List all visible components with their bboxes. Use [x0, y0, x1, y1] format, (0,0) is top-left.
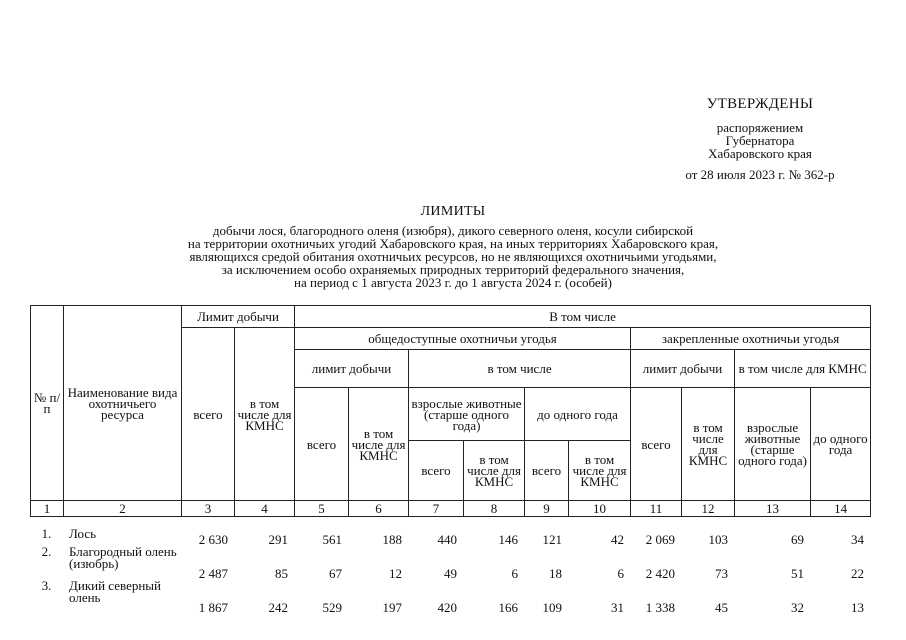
approval-block: [660, 97, 860, 181]
row-index: 3.: [41, 578, 52, 593]
value-cell: 2 420: [645, 566, 675, 581]
value-cell: 166: [498, 600, 518, 615]
header-public-limit: лимит добычи: [295, 350, 409, 388]
value-cell: 109: [542, 600, 562, 615]
header-public-kmns: в том числе для КМНС: [349, 388, 409, 501]
header-young-kmns: в том числе для КМНС: [569, 441, 631, 501]
value-cell: 34: [851, 532, 864, 547]
column-number: 10: [569, 501, 631, 517]
header-public-adults: взрослые животные (старше одного года): [409, 388, 525, 441]
resource-name: Лось: [69, 526, 97, 541]
value-cell: 67: [329, 566, 342, 581]
column-number: 9: [525, 501, 569, 517]
table-row: [30, 580, 870, 614]
column-number: 7: [409, 501, 464, 517]
value-cell: 85: [275, 566, 288, 581]
resource-name: Дикий северный олень: [69, 578, 161, 605]
value-cell: 32: [791, 600, 804, 615]
table-row: [30, 546, 870, 580]
value-cell: 529: [322, 600, 342, 615]
header-adults-kmns: в том числе для КМНС: [464, 441, 525, 501]
value-cell: 13: [851, 600, 864, 615]
approval-line: Губернатора: [725, 132, 795, 148]
header-public-young: до одного года: [525, 388, 631, 441]
value-cell: 103: [708, 532, 728, 547]
value-cell: 242: [268, 600, 288, 615]
header-limit: Лимит добычи: [182, 306, 295, 328]
value-cell: 69: [791, 532, 804, 547]
value-cell: 6: [511, 566, 518, 581]
column-number: 8: [464, 501, 525, 517]
column-number: 5: [295, 501, 349, 517]
document-title: ЛИМИТЫ: [420, 204, 486, 219]
header-assigned-limit: лимит добычи: [631, 350, 735, 388]
value-cell: 121: [542, 532, 562, 547]
value-cell: 2 487: [198, 566, 228, 581]
subtitle-line: добычи лося, благородного оленя (изюбря), дикого северного оленя, косули сибирской: [212, 223, 694, 238]
column-number: 6: [349, 501, 409, 517]
resource-name: Благородный олень (изюбрь): [69, 544, 177, 571]
header-kmns: в том числе для КМНС: [235, 328, 295, 501]
header-name: Наименование вида охотничьего ресурса: [64, 306, 182, 501]
subtitle-line: являющихся средой обитания охотничьих ресурсов, но не являющихся охотничьими угодьями,: [189, 249, 717, 264]
value-cell: 45: [715, 600, 728, 615]
value-cell: 49: [444, 566, 457, 581]
row-index: 1.: [41, 526, 52, 541]
value-cell: 2 069: [645, 532, 675, 547]
header-incl: В том числе: [295, 306, 871, 328]
value-cell: 291: [268, 532, 288, 547]
subtitle-line: на территории охотничьих угодий Хабаровского края, на иных территориях Хабаровского края,: [187, 236, 719, 251]
limits-table-body: [30, 528, 870, 614]
header-adults-total: всего: [409, 441, 464, 501]
header-assigned-total: всего: [631, 388, 682, 501]
document-subtitle: [100, 224, 806, 289]
value-cell: 1 867: [198, 600, 228, 615]
value-cell: 42: [611, 532, 624, 547]
header-total: всего: [182, 328, 235, 501]
header-assigned: закрепленные охотничьи угодья: [631, 328, 871, 350]
header-assigned-adults: взрослые животные (старше одного года): [735, 388, 811, 501]
header-assigned-young: до одного года: [811, 388, 871, 501]
value-cell: 22: [851, 566, 864, 581]
subtitle-line: за исключением особо охраняемых природных территорий федерального значения,: [221, 262, 685, 277]
column-number: 12: [682, 501, 735, 517]
approval-heading: УТВЕРЖДЕНЫ: [706, 96, 814, 112]
value-cell: 6: [617, 566, 624, 581]
header-num: № п/п: [31, 306, 64, 501]
column-number: 13: [735, 501, 811, 517]
limits-table-header: [30, 305, 871, 517]
subtitle-line: на период с 1 августа 2023 г. до 1 августа 2024 г. (особей): [294, 275, 612, 290]
column-number: 4: [235, 501, 295, 517]
value-cell: 146: [498, 532, 518, 547]
column-number: 14: [811, 501, 871, 517]
value-cell: 440: [437, 532, 457, 547]
value-cell: 561: [322, 532, 342, 547]
header-public: общедоступные охотничьи угодья: [295, 328, 631, 350]
column-number: 11: [631, 501, 682, 517]
row-index: 2.: [41, 544, 52, 559]
approval-line: Хабаровского края: [708, 145, 812, 161]
header-public-incl: в том числе: [409, 350, 631, 388]
approval-date: от 28 июля 2023 г. № 362-р: [685, 166, 835, 182]
value-cell: 188: [382, 532, 402, 547]
header-assigned-kmns: в том числе для КМНС: [682, 388, 735, 501]
value-cell: 73: [715, 566, 728, 581]
header-assigned-incl: в том числе для КМНС: [735, 350, 871, 388]
value-cell: 197: [382, 600, 402, 615]
value-cell: 1 338: [645, 600, 675, 615]
value-cell: 420: [437, 600, 457, 615]
value-cell: 51: [791, 566, 804, 581]
column-number: 1: [31, 501, 64, 517]
header-young-total: всего: [525, 441, 569, 501]
value-cell: 31: [611, 600, 624, 615]
value-cell: 2 630: [198, 532, 228, 547]
header-public-total: всего: [295, 388, 349, 501]
value-cell: 12: [389, 566, 402, 581]
value-cell: 18: [549, 566, 562, 581]
column-number: 3: [182, 501, 235, 517]
column-number: 2: [64, 501, 182, 517]
approval-line: распоряжением: [716, 119, 804, 135]
